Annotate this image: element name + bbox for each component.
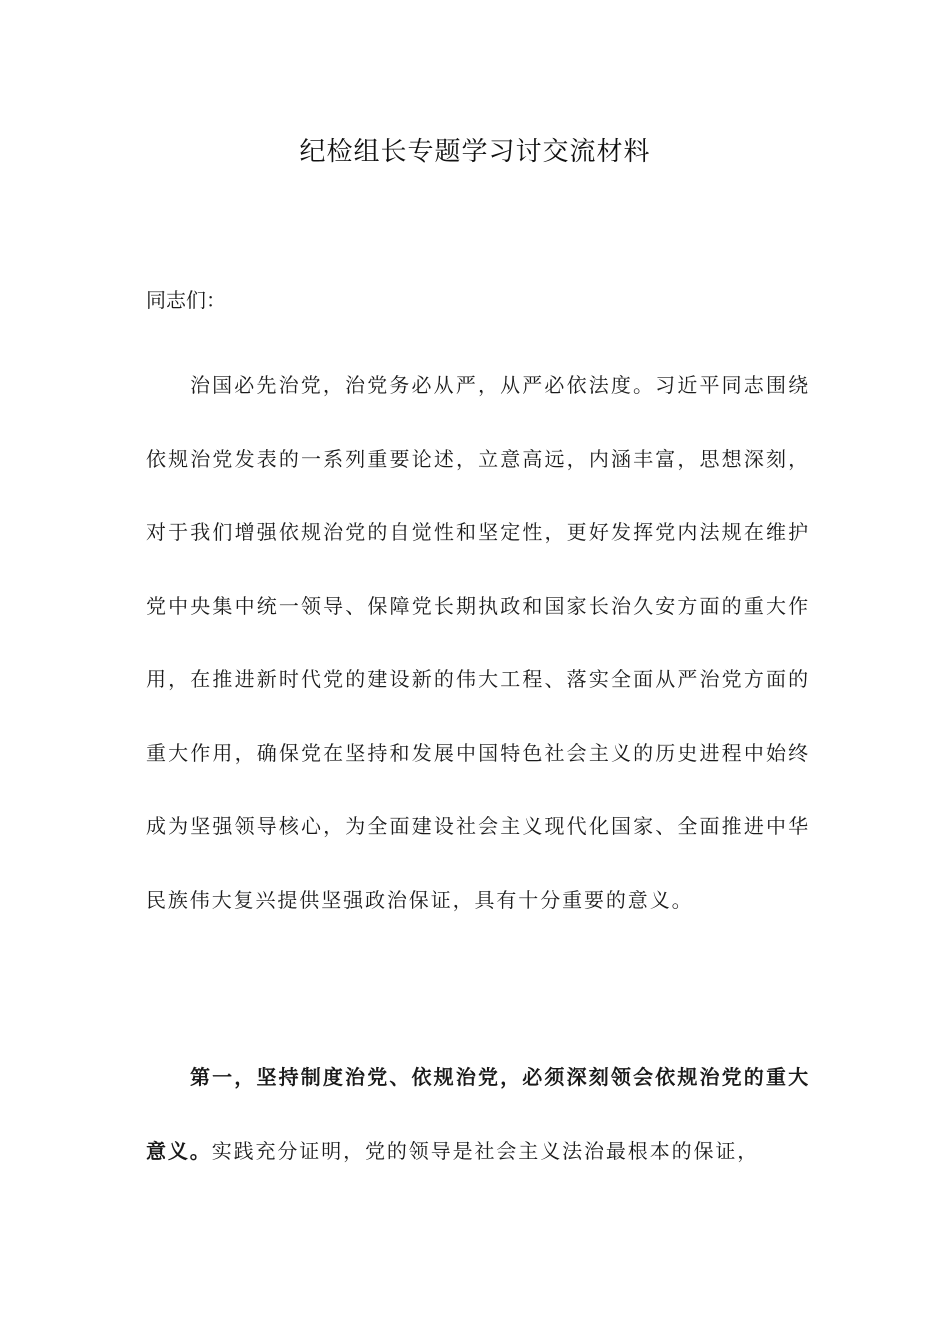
salutation: 同志们： [146, 288, 226, 312]
paragraph-text: 治国必先治党，治党务必从严，从严必依法度。习近平同志围绕依规治党发表的一系列重要论述，立意高远，内涵丰富，思想深刻，对于我们增强依规治党的自觉性和坚定性，更好发挥党内法规在维护党中央集中统一领导、保障党长期执政和国家长治久安方面的重大作用，在推进新时代党的建设新的伟大工程、落实全面从严治党方面的重大作用，确保党在坚持和发展中国特色社会主义的历史进程中始终成为坚强领导核心，为全面建设社会主义现代化国家、全面推进中华民族伟大复兴提供坚强政治保证，具有十分重要的意义。 [146, 373, 810, 912]
body-paragraph [146, 349, 810, 937]
paragraph-lead-heading: 第一，坚持制度治党、依规治党，必须深刻领会依规治党的重大意义。 [146, 1065, 810, 1163]
document-title: 纪检组长专题学习讨交流材料 [299, 137, 651, 167]
paragraph-text: 实践充分证明，党的领导是社会主义法治最根本的保证， [211, 1138, 760, 1163]
body-paragraph [146, 1041, 810, 1188]
